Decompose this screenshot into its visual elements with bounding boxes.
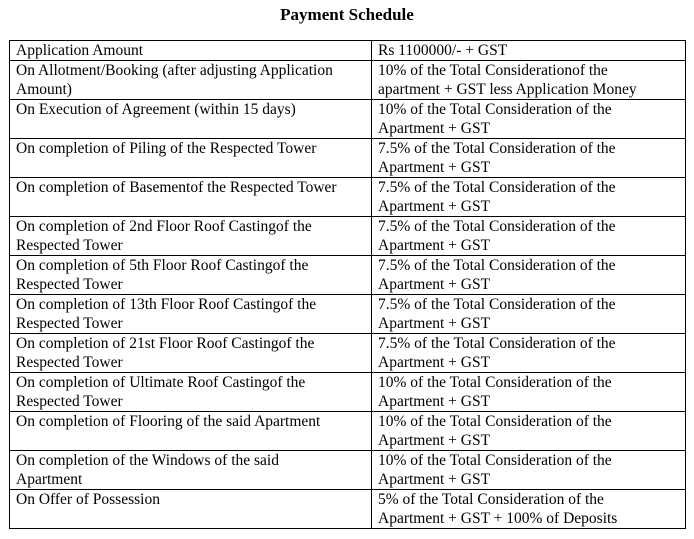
stage-line: On completion of Basementof the Respected Tower [16,179,337,196]
stage-cell [10,373,372,412]
amount-line: Apartment + GST [378,237,491,254]
amount-cell [372,100,686,139]
stage-line: On completion of 2nd Floor Roof Castingof the [16,218,312,235]
amount-cell [372,451,686,490]
amount-line: 10% of the Total Consideration of the [378,101,612,118]
stage-line: On completion of Piling of the Respected Tower [16,140,317,157]
amount-cell [372,295,686,334]
amount-cell [372,490,686,529]
amount-line: 7.5% of the Total Consideration of the [378,335,616,352]
stage-cell [10,178,372,217]
stage-cell [10,61,372,100]
table-row [10,256,686,295]
amount-line: apartment + GST less Application Money [378,81,637,98]
stage-cell [10,41,372,61]
amount-line: 10% of the Total Consideration of the [378,452,612,469]
amount-line: Apartment + GST [378,432,491,449]
stage-line: On completion of the Windows of the said [16,452,279,469]
table-row [10,61,686,100]
table-row [10,41,686,61]
amount-line: Apartment + GST [378,159,491,176]
amount-line: Apartment + GST [378,393,491,410]
amount-line: 7.5% of the Total Consideration of the [378,140,616,157]
amount-cell [372,412,686,451]
amount-line: Apartment + GST [378,198,491,215]
amount-line: Apartment + GST [378,276,491,293]
amount-line: 10% of the Total Consideration of the [378,374,612,391]
stage-line: Respected Tower [16,237,123,254]
amount-cell [372,373,686,412]
amount-line: Apartment + GST [378,354,491,371]
stage-line: Respected Tower [16,276,123,293]
stage-line: On completion of 21st Floor Roof Castingof the [16,335,315,352]
payment-schedule-table [9,40,686,529]
stage-line: On Allotment/Booking (after adjusting Application [16,62,333,79]
stage-cell [10,100,372,139]
amount-cell [372,178,686,217]
amount-line: Rs 1100000/- + GST [378,42,508,59]
stage-line: Amount) [16,81,72,98]
table-row [10,334,686,373]
page-title: Payment Schedule [280,5,414,24]
table-row [10,412,686,451]
stage-line: Application Amount [16,42,144,59]
table-row [10,373,686,412]
stage-line: On Offer of Possession [16,491,160,508]
stage-line: On completion of 5th Floor Roof Castingof the [16,257,309,274]
stage-line: On completion of 13th Floor Roof Castingof the [16,296,317,313]
amount-line: 10% of the Total Considerationof the [378,62,608,79]
amount-cell [372,41,686,61]
table-row [10,100,686,139]
amount-line: 7.5% of the Total Consideration of the [378,257,616,274]
stage-cell [10,217,372,256]
stage-cell [10,451,372,490]
table-row [10,295,686,334]
payment-schedule-body [10,41,686,529]
amount-line: 10% of the Total Consideration of the [378,413,612,430]
amount-line: 7.5% of the Total Consideration of the [378,296,616,313]
stage-line: On Execution of Agreement (within 15 days) [16,101,296,118]
stage-cell [10,295,372,334]
amount-line: Apartment + GST + 100% of Deposits [378,510,618,527]
table-row [10,451,686,490]
table-row [10,178,686,217]
amount-line: Apartment + GST [378,471,491,488]
amount-cell [372,61,686,100]
stage-line: Respected Tower [16,354,123,371]
stage-line: Respected Tower [16,315,123,332]
stage-cell [10,139,372,178]
table-row [10,490,686,529]
amount-line: 7.5% of the Total Consideration of the [378,179,616,196]
stage-line: On completion of Flooring of the said Apartment [16,413,321,430]
stage-line: Respected Tower [16,393,123,410]
stage-cell [10,412,372,451]
stage-line: Apartment [16,471,83,488]
amount-cell [372,217,686,256]
amount-cell [372,334,686,373]
stage-cell [10,490,372,529]
amount-cell [372,139,686,178]
amount-cell [372,256,686,295]
stage-line: On completion of Ultimate Roof Castingof the [16,374,306,391]
amount-line: 7.5% of the Total Consideration of the [378,218,616,235]
stage-cell [10,334,372,373]
stage-cell [10,256,372,295]
amount-line: Apartment + GST [378,120,491,137]
amount-line: Apartment + GST [378,315,491,332]
amount-line: 5% of the Total Consideration of the [378,491,604,508]
table-row [10,139,686,178]
table-row [10,217,686,256]
